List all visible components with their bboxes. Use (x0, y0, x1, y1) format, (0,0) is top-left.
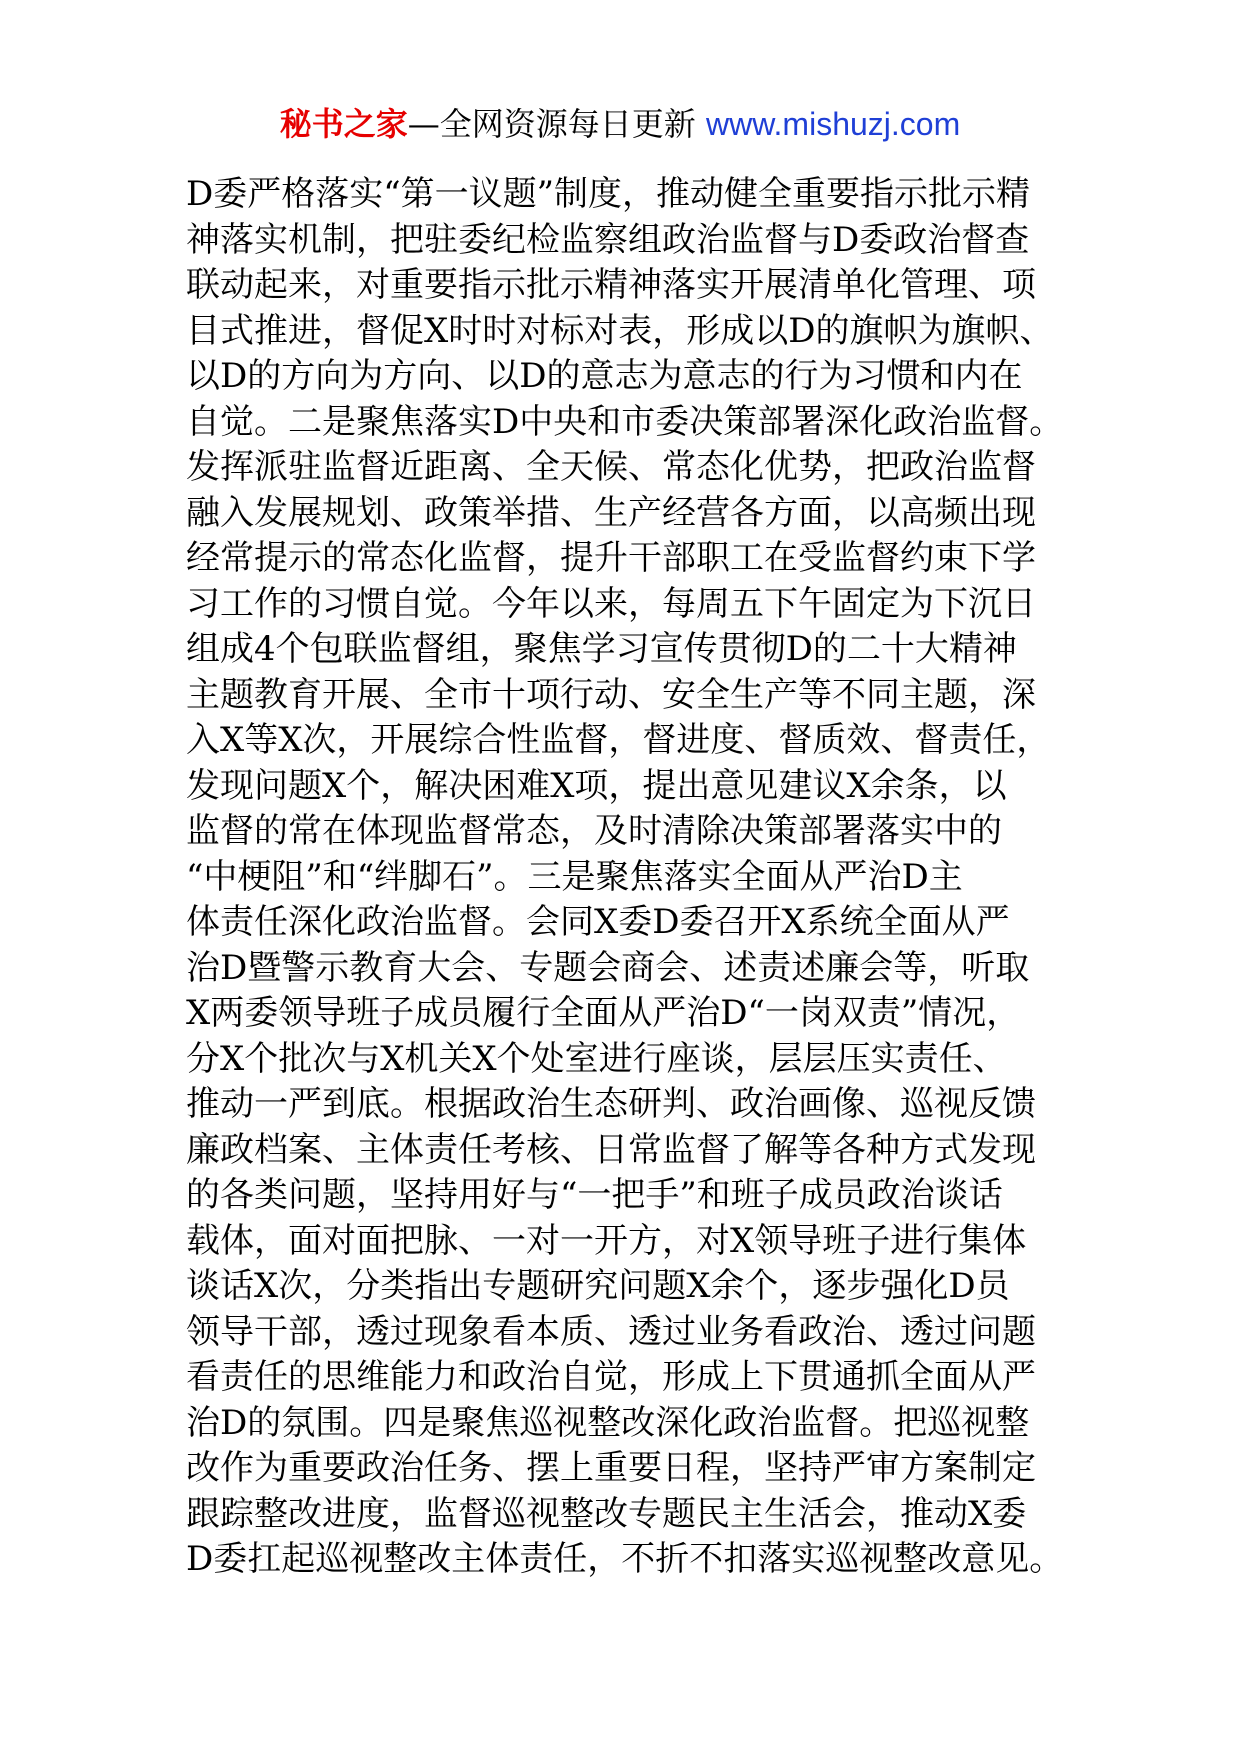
text-line: 推动一严到底。根据政治生态研判、政治画像、巡视反馈 (186, 1084, 1036, 1124)
site-url-link[interactable]: www.mishuzj.com (705, 106, 961, 142)
text-line: 谈话X次，分类指出专题研究问题X余个，逐步强化D员 (186, 1266, 1010, 1306)
text-line: D委扛起巡视整改主体责任，不折不扣落实巡视整改意见。 (186, 1539, 1064, 1579)
text-line: 目式推进，督促X时时对标对表，形成以D的旗帜为旗帜、 (186, 310, 1054, 351)
text-line: 改作为重要政治任务、摆上重要日程，坚持严审方案制定 (186, 1448, 1036, 1488)
text-line: 的各类问题，坚持用好与“一把手”和班子成员政治谈话 (186, 1175, 1003, 1215)
text-line: 以D的方向为方向、以D的意志为意志的行为习惯和内在 (186, 356, 1023, 396)
text-line: 经常提示的常态化监督，提升干部职工在受监督约束下学 (186, 538, 1036, 578)
text-line: X两委领导班子成员履行全面从严治D“一岗双责”情况， (186, 993, 1021, 1033)
text-line: 入X等X次，开展综合性监督，督进度、督质效、督责任， (186, 720, 1051, 760)
text-line: 体责任深化政治监督。会同X委D委召开X系统全面从严 (186, 902, 1010, 942)
brand-name: 秘书之家 (279, 105, 408, 143)
header-tagline: —全网资源每日更新 (407, 105, 696, 143)
text-line: 联动起来，对重要指示批示精神落实开展清单化管理、项 (186, 265, 1036, 305)
text-line: 治D的氛围。四是聚焦巡视整改深化政治监督。把巡视整 (186, 1402, 1030, 1443)
watermark-header (0, 100, 1240, 148)
text-line: 自觉。二是聚焦落实D中央和市委决策部署深化政治监督。 (186, 401, 1064, 442)
text-line: 治D暨警示教育大会、专题会商会、述责述廉会等，听取 (186, 947, 1030, 988)
text-line: 监督的常在体现监督常态，及时清除决策部署落实中的 (186, 811, 1002, 851)
text-line: “中梗阻”和“绊脚石”。三是聚焦落实全面从严治D主 (186, 856, 963, 897)
text-line: 融入发展规划、政策举措、生产经营各方面，以高频出现 (186, 492, 1036, 533)
text-line: 发现问题X个，解决困难X项，提出意见建议X余条，以 (186, 765, 1007, 806)
text-line: 廉政档案、主体责任考核、日常监督了解等各种方式发现 (186, 1129, 1036, 1170)
document-body (186, 172, 1106, 1583)
text-line: 载体，面对面把脉、一对一开方，对X领导班子进行集体 (186, 1220, 1027, 1261)
text-line: 主题教育开展、全市十项行动、安全生产等不同主题，深 (186, 674, 1036, 715)
text-line: 跟踪整改进度，监督巡视整改专题民主生活会，推动X委 (186, 1493, 1027, 1534)
text-line: 发挥派驻监督近距离、全天候、常态化优势，把政治监督 (186, 447, 1036, 487)
text-line: 习工作的习惯自觉。今年以来，每周五下午固定为下沉日 (186, 583, 1036, 624)
text-line: 领导干部，透过现象看本质、透过业务看政治、透过问题 (186, 1311, 1036, 1352)
text-line: 组成4个包联监督组，聚焦学习宣传贯彻D的二十大精神 (186, 629, 1017, 669)
text-line: D委严格落实“第一议题”制度，推动健全重要指示批示精 (186, 174, 1031, 214)
text-line: 神落实机制，把驻委纪检监察组政治监督与D委政治督查 (186, 219, 1030, 260)
text-line: 看责任的思维能力和政治自觉，形成上下贯通抓全面从严 (186, 1357, 1036, 1397)
text-line: 分X个批次与X机关X个处室进行座谈，层层压实责任、 (186, 1038, 1007, 1079)
